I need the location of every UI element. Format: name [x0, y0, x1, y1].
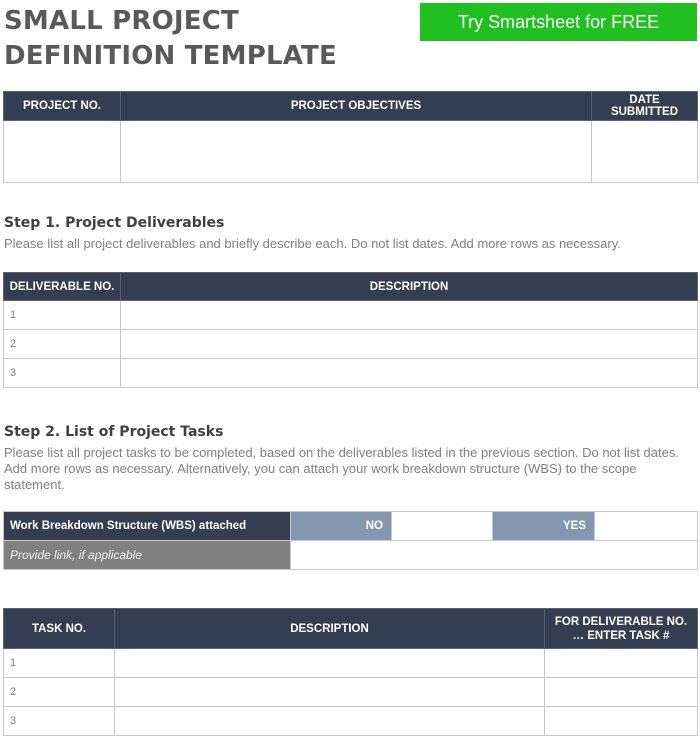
- step1-title: Step 1. Project Deliverables: [4, 215, 225, 231]
- date-submitted-cell[interactable]: [592, 121, 698, 183]
- task-description-cell[interactable]: [115, 678, 545, 707]
- wbs-link-label: Provide link, if applicable: [4, 541, 291, 570]
- deliverable-description-cell[interactable]: [121, 330, 698, 359]
- col-deliverable-description: DESCRIPTION: [121, 273, 698, 301]
- step1-description: Please list all project deliverables and briefly describe each. Do not list dates. Add more rows as necessary.: [4, 236, 621, 251]
- deliverables-table: [3, 272, 698, 388]
- wbs-yes-label: YES: [493, 512, 595, 541]
- wbs-no-checkbox[interactable]: [392, 512, 493, 541]
- table-row: [4, 330, 698, 359]
- table-row: [4, 678, 698, 707]
- step2-description: Please list all project tasks to be completed, based on the deliverables listed in the previous section. Do not list dates. Add more rows as necessary. Alternatively, you can attach your work breakdown structure (WBS) to the scope statement.: [4, 445, 679, 492]
- wbs-yes-checkbox[interactable]: [595, 512, 698, 541]
- project-table: [3, 91, 698, 183]
- table-row: [4, 707, 698, 736]
- project-no-cell[interactable]: [4, 121, 121, 183]
- col-task-description: DESCRIPTION: [115, 609, 545, 649]
- task-no-cell[interactable]: 1: [4, 649, 115, 678]
- task-description-cell[interactable]: [115, 707, 545, 736]
- col-project-no: PROJECT NO.: [4, 92, 121, 121]
- deliverable-no-cell[interactable]: 2: [4, 330, 121, 359]
- tasks-table: [3, 608, 698, 736]
- wbs-link-input[interactable]: [291, 541, 698, 570]
- task-deliverable-cell[interactable]: [545, 678, 698, 707]
- deliverable-no-cell[interactable]: 1: [4, 301, 121, 330]
- table-row: [4, 301, 698, 330]
- deliverable-description-cell[interactable]: [121, 301, 698, 330]
- wbs-table: [3, 511, 698, 570]
- wbs-attached-label: Work Breakdown Structure (WBS) attached: [4, 512, 291, 541]
- table-row: [4, 359, 698, 388]
- page-title: SMALL PROJECT DEFINITION TEMPLATE: [4, 6, 337, 71]
- table-row: [4, 649, 698, 678]
- col-project-objectives: PROJECT OBJECTIVES: [121, 92, 592, 121]
- task-deliverable-cell[interactable]: [545, 649, 698, 678]
- deliverable-description-cell[interactable]: [121, 359, 698, 388]
- wbs-no-label: NO: [291, 512, 392, 541]
- deliverable-no-cell[interactable]: 3: [4, 359, 121, 388]
- task-deliverable-cell[interactable]: [545, 707, 698, 736]
- col-for-deliverable: FOR DELIVERABLE NO. … ENTER TASK #: [545, 609, 698, 649]
- project-objectives-cell[interactable]: [121, 121, 592, 183]
- try-smartsheet-button[interactable]: Try Smartsheet for FREE: [420, 3, 697, 41]
- task-no-cell[interactable]: 2: [4, 678, 115, 707]
- task-description-cell[interactable]: [115, 649, 545, 678]
- col-task-no: TASK NO.: [4, 609, 115, 649]
- task-no-cell[interactable]: 3: [4, 707, 115, 736]
- col-date-submitted: DATE SUBMITTED: [592, 92, 698, 121]
- col-deliverable-no: DELIVERABLE NO.: [4, 273, 121, 301]
- step2-title: Step 2. List of Project Tasks: [4, 424, 224, 440]
